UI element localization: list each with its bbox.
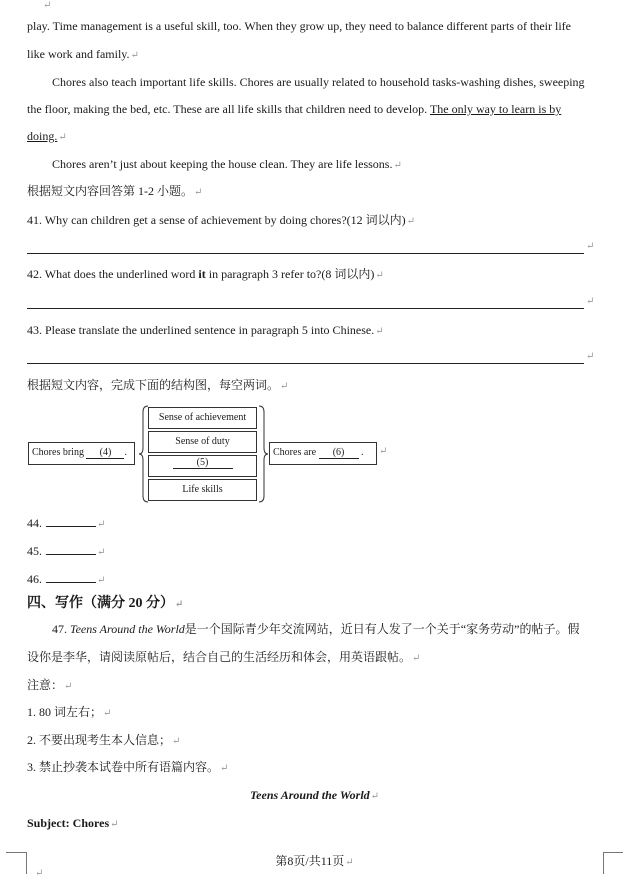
answer-line-41[interactable] [27, 253, 584, 254]
paragraph-mark: ↵ [35, 868, 44, 879]
underlined-sentence-end: doing. [27, 129, 58, 143]
answer-45[interactable]: 45. ↵ [27, 544, 106, 558]
paragraph-mark: ↵ [586, 296, 595, 307]
note-2: 2. 不要出现考生本人信息；↵ [27, 733, 181, 747]
passage-line: play. Time management is a useful skill, too. When they grow up, they need to balance different parts of their life [27, 19, 571, 33]
question-41: 41. Why can children get a sense of achievement by doing chores?(12 词以内)↵ [27, 213, 416, 227]
question-47-line2: 设你是李华，请阅读原帖后，结合自己的生活经历和体会，用英语跟帖。↵ [27, 650, 421, 664]
diagram-item-4: Life skills [148, 479, 257, 501]
instruction-1: 根据短文内容回答第 1-2 小题。↵ [27, 184, 203, 198]
diagram-item-3[interactable] [148, 455, 257, 477]
diagram-right-box: Chores are (6) . [269, 442, 377, 465]
passage-line: Chores aren’t just about keeping the house clean. They are life lessons.↵ [52, 157, 402, 171]
paragraph-mark: ↵ [379, 446, 388, 457]
question-43: 43. Please translate the underlined sentence in paragraph 5 into Chinese.↵ [27, 323, 384, 337]
underlined-sentence: The only way to learn is by [429, 102, 562, 116]
answer-line-43[interactable] [27, 363, 584, 364]
passage-line: the floor, making the bed, etc. These are all life skills that children need to develop. The only way to learn is by [27, 102, 562, 116]
instruction-2: 根据短文内容，完成下面的结构图，每空两词。↵ [27, 378, 289, 392]
diagram-left-box: Chores bring (4) . [28, 442, 135, 465]
page-footer: 第8页/共11页↵ [275, 854, 354, 868]
passage-line: like work and family.↵ [27, 47, 139, 61]
passage-line: doing.↵ [27, 129, 67, 143]
blank-5[interactable]: (5) [173, 457, 233, 469]
paragraph-mark: ↵ [586, 351, 595, 362]
post-title: Teens Around the World↵ [249, 788, 380, 802]
note-1: 1. 80 词左右；↵ [27, 705, 112, 719]
paragraph-mark: ↵ [586, 241, 595, 252]
answer-46[interactable]: 46. ↵ [27, 572, 106, 586]
question-42: 42. What does the underlined word it in paragraph 3 refer to?(8 词以内)↵ [27, 267, 384, 281]
right-brace-icon [257, 404, 269, 504]
section-title: 四、写作（满分 20 分）↵ [27, 596, 184, 611]
answer-44[interactable]: 44. ↵ [27, 516, 106, 530]
passage-line: Chores also teach important life skills. Chores are usually related to household tasks-washing dishes, sweeping [52, 75, 585, 89]
blank-4[interactable]: (4) [86, 447, 124, 459]
notice-label: 注意：↵ [27, 678, 73, 692]
diagram-right-label: Chores are [273, 447, 317, 458]
diagram-item-1: Sense of achievement [148, 407, 257, 429]
blank-6[interactable]: (6) [319, 447, 359, 459]
post-subject: Subject: Chores↵ [27, 816, 119, 830]
top-paragraph-mark: ↵ [43, 0, 52, 11]
question-47: 47. Teens Around the World是一个国际青少年交流网站，近日有人发了一个关于“家务劳动”的帖子。假 [52, 622, 580, 636]
diagram-left-label: Chores bring [32, 447, 84, 458]
answer-line-42[interactable] [27, 308, 584, 309]
note-3: 3. 禁止抄袭本试卷中所有语篇内容。↵ [27, 760, 229, 774]
diagram-item-2: Sense of duty [148, 431, 257, 453]
